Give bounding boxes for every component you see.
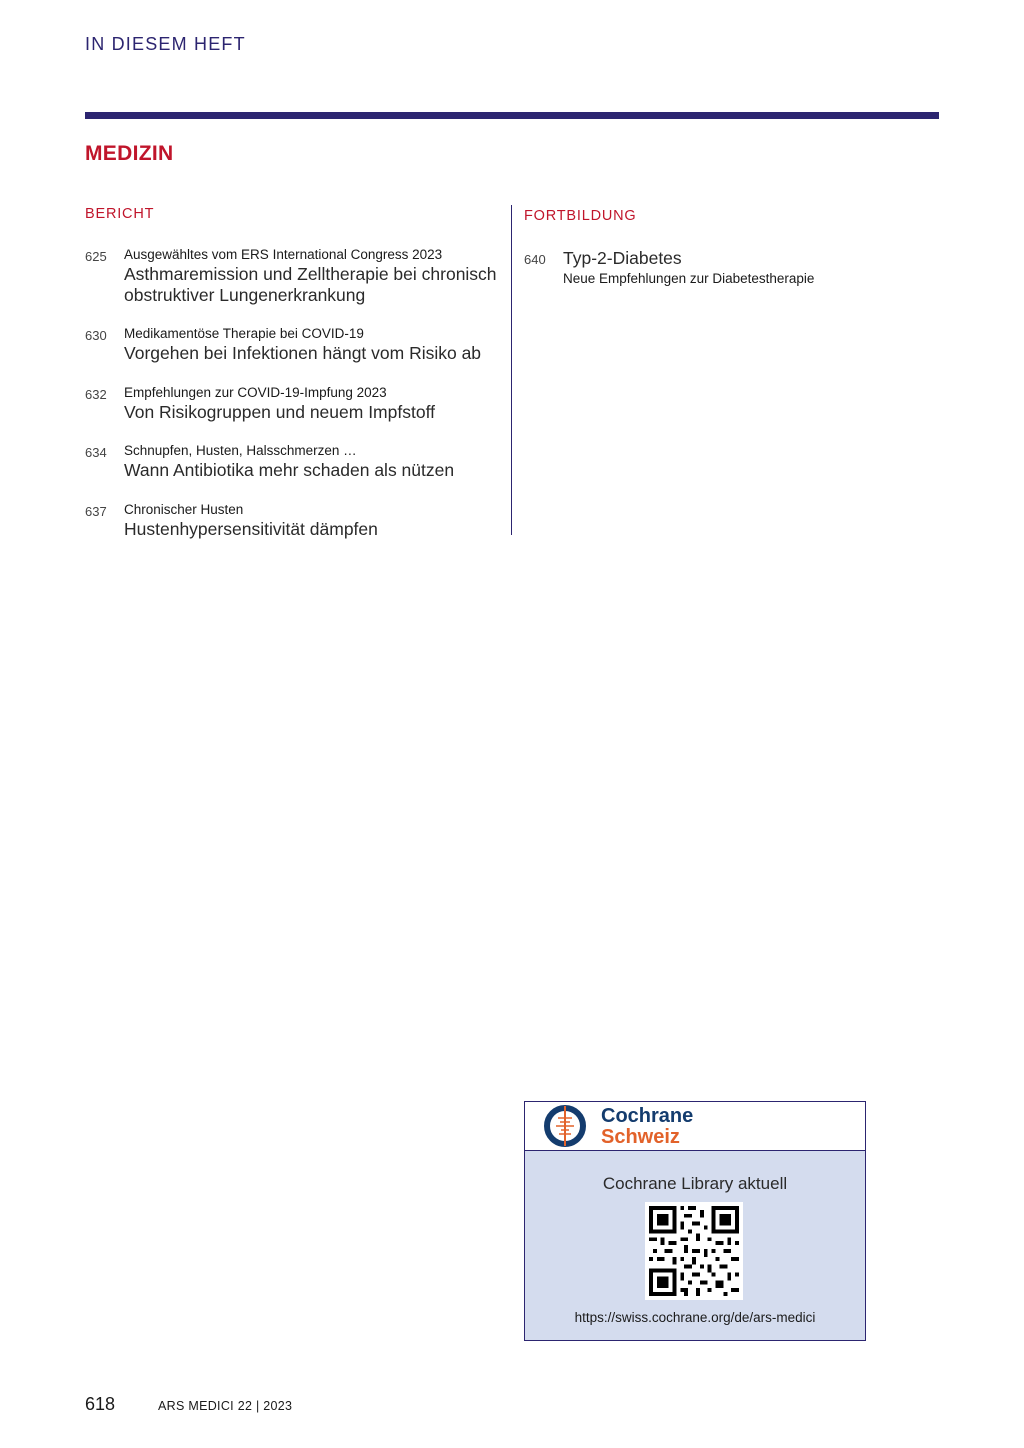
toc-headline: Typ-2-Diabetes — [563, 248, 682, 268]
cochrane-caption: Cochrane Library aktuell — [602, 1174, 788, 1193]
toc-page-number: 634 — [85, 445, 107, 460]
toc-headline: Von Risikogruppen und neuem Impfstoff — [124, 402, 435, 422]
qr-code-icon[interactable] — [645, 1202, 743, 1300]
toc-headline: Hustenhypersensitivität dämpfen — [124, 519, 378, 539]
cochrane-logo-text — [601, 1106, 693, 1148]
cochrane-url-link[interactable]: https://swiss.cochrane.org/de/ars-medici — [574, 1310, 816, 1325]
toc-page-number: 630 — [85, 328, 107, 343]
section-title: MEDIZIN — [85, 142, 174, 165]
cochrane-promo-box[interactable] — [524, 1101, 866, 1341]
toc-kicker: Medikamentöse Therapie bei COVID-19 — [124, 326, 364, 341]
toc-page-number: 640 — [524, 252, 546, 267]
footer-page-number: 618 — [85, 1394, 116, 1414]
section-header-label: IN DIESEM HEFT — [85, 34, 246, 54]
toc-page-number: 625 — [85, 249, 107, 264]
toc-page-number: 637 — [85, 504, 107, 519]
column-divider — [511, 205, 512, 535]
column-heading-bericht: BERICHT — [85, 206, 155, 222]
toc-kicker: Chronischer Husten — [124, 502, 244, 517]
toc-kicker: Ausgewähltes vom ERS International Congress 2023 — [124, 247, 443, 262]
toc-page-number: 632 — [85, 387, 107, 402]
toc-subtitle: Neue Empfehlungen zur Diabetestherapie — [563, 271, 815, 286]
toc-kicker: Empfehlungen zur COVID-19-Impfung 2023 — [124, 385, 387, 400]
cochrane-logo-line1: Cochrane — [601, 1105, 694, 1127]
toc-kicker: Schnupfen, Husten, Halsschmerzen … — [124, 443, 357, 458]
toc-headline: Asthmaremission und Zelltherapie bei chronisch obstruktiver Lungenerkrankung — [124, 264, 497, 305]
column-heading-fortbildung: FORTBILDUNG — [524, 208, 637, 224]
toc-headline: Vorgehen bei Infektionen hängt vom Risiko ab — [124, 343, 482, 363]
cochrane-logo-line2: Schweiz — [601, 1126, 680, 1148]
header-rule — [85, 112, 939, 119]
cochrane-logo-icon — [543, 1104, 587, 1148]
toc-headline: Wann Antibiotika mehr schaden als nützen — [124, 460, 455, 480]
footer-journal-issue: ARS MEDICI 22 | 2023 — [158, 1399, 293, 1413]
cochrane-logo-bar — [525, 1102, 865, 1151]
